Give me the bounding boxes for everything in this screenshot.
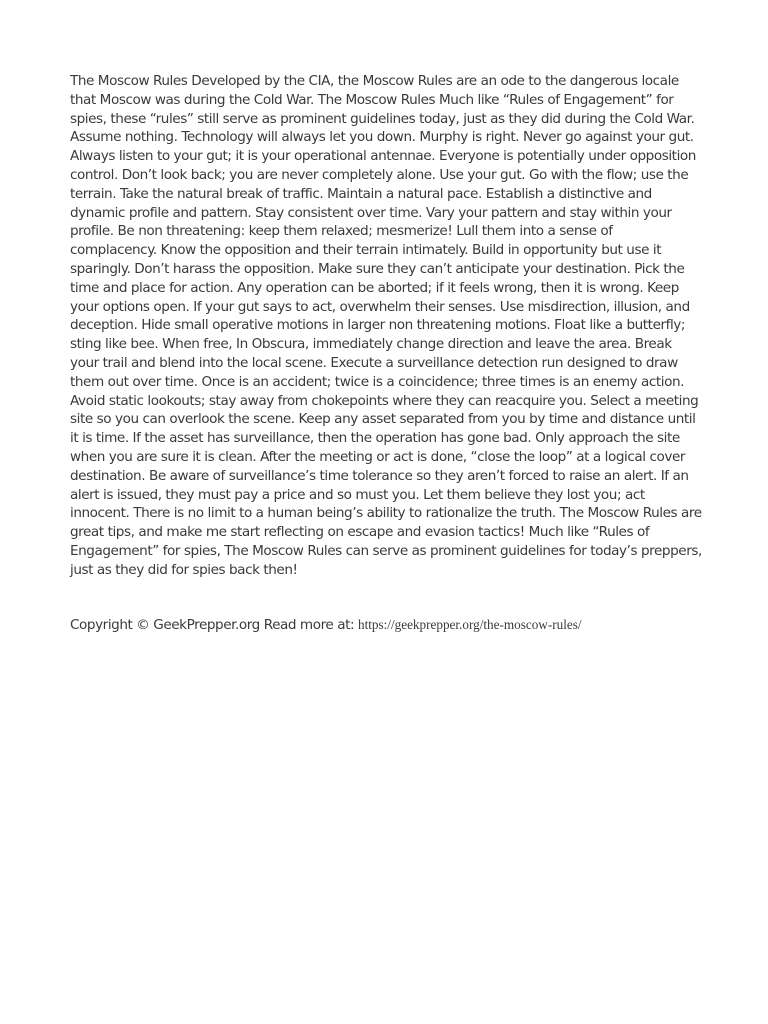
source-link[interactable]: https://geekprepper.org/the-moscow-rules/ [357,617,582,632]
copyright-text: Copyright © GeekPrepper.org Read more at: [70,617,358,633]
article-body-text: The Moscow Rules Developed by the CIA, the Moscow Rules are an ode to the dangerous locale that Moscow was during the Cold War. The Moscow Rules Much like “Rules of Engagement” for spies, these “rules” still serve as prominent guidelines today, just as they did during the Cold War. Assume nothing. Technology will always let you down. Murphy is right. Never go against your gut. Always listen to your gut; it is your operational antennae. Everyone is potentially under opposition control. Don’t look back; you are never completely alone. Use your gut. Go with the flow; use the terrain. Take the natural break of traffic. Maintain a natural pace. Establish a distinctive and dynamic profile and pattern. Stay consistent over time. Vary your pattern and stay within your profile. Be non threatening: keep them relaxed; mesmerize! Lull them into a sense of complacency. Know the opposition and their terrain intimately. Build in opportunity but use it sparingly. Don’t harass the opposition. Make sure they can’t anticipate your destination. Pick the time and place for action. Any operation can be aborted; if it feels wrong, then it is wrong. Keep your options open. If your gut says to act, overwhelm their senses. Use misdirection, illusion, and deception. Hide small operative motions in larger non threatening motions. Float like a butterfly; sting like bee. When free, In Obscura, immediately change direction and leave the area. Break your trail and blend into the local scene. Execute a surveillance detection run designed to draw them out over time. Once is an accident; twice is a coincidence; three times is an enemy action. Avoid static lookouts; stay away from chokepoints where they can reacquire you. Select a meeting site so you can overlook the scene. Keep any asset separated from you by time and distance until it is time. If the asset has surveillance, then the operation has gone bad. Only approach the site when you are sure it is clean. After the meeting or act is done, “close the loop” at a logical cover destination. Be aware of surveillance’s time tolerance so they aren’t forced to raise an alert. If an alert is issued, they must pay a price and so must you. Let them believe they lost you; act innocent. There is no limit to a human being’s ability to rationalize the truth. The Moscow Rules are great tips, and make me start reflecting on escape and evasion tactics! Much like “Rules of Engagement” for spies, The Moscow Rules can serve as prominent guidelines for today’s preppers, just as they did for spies back then! [70,73,702,578]
copyright-footer [70,616,710,635]
